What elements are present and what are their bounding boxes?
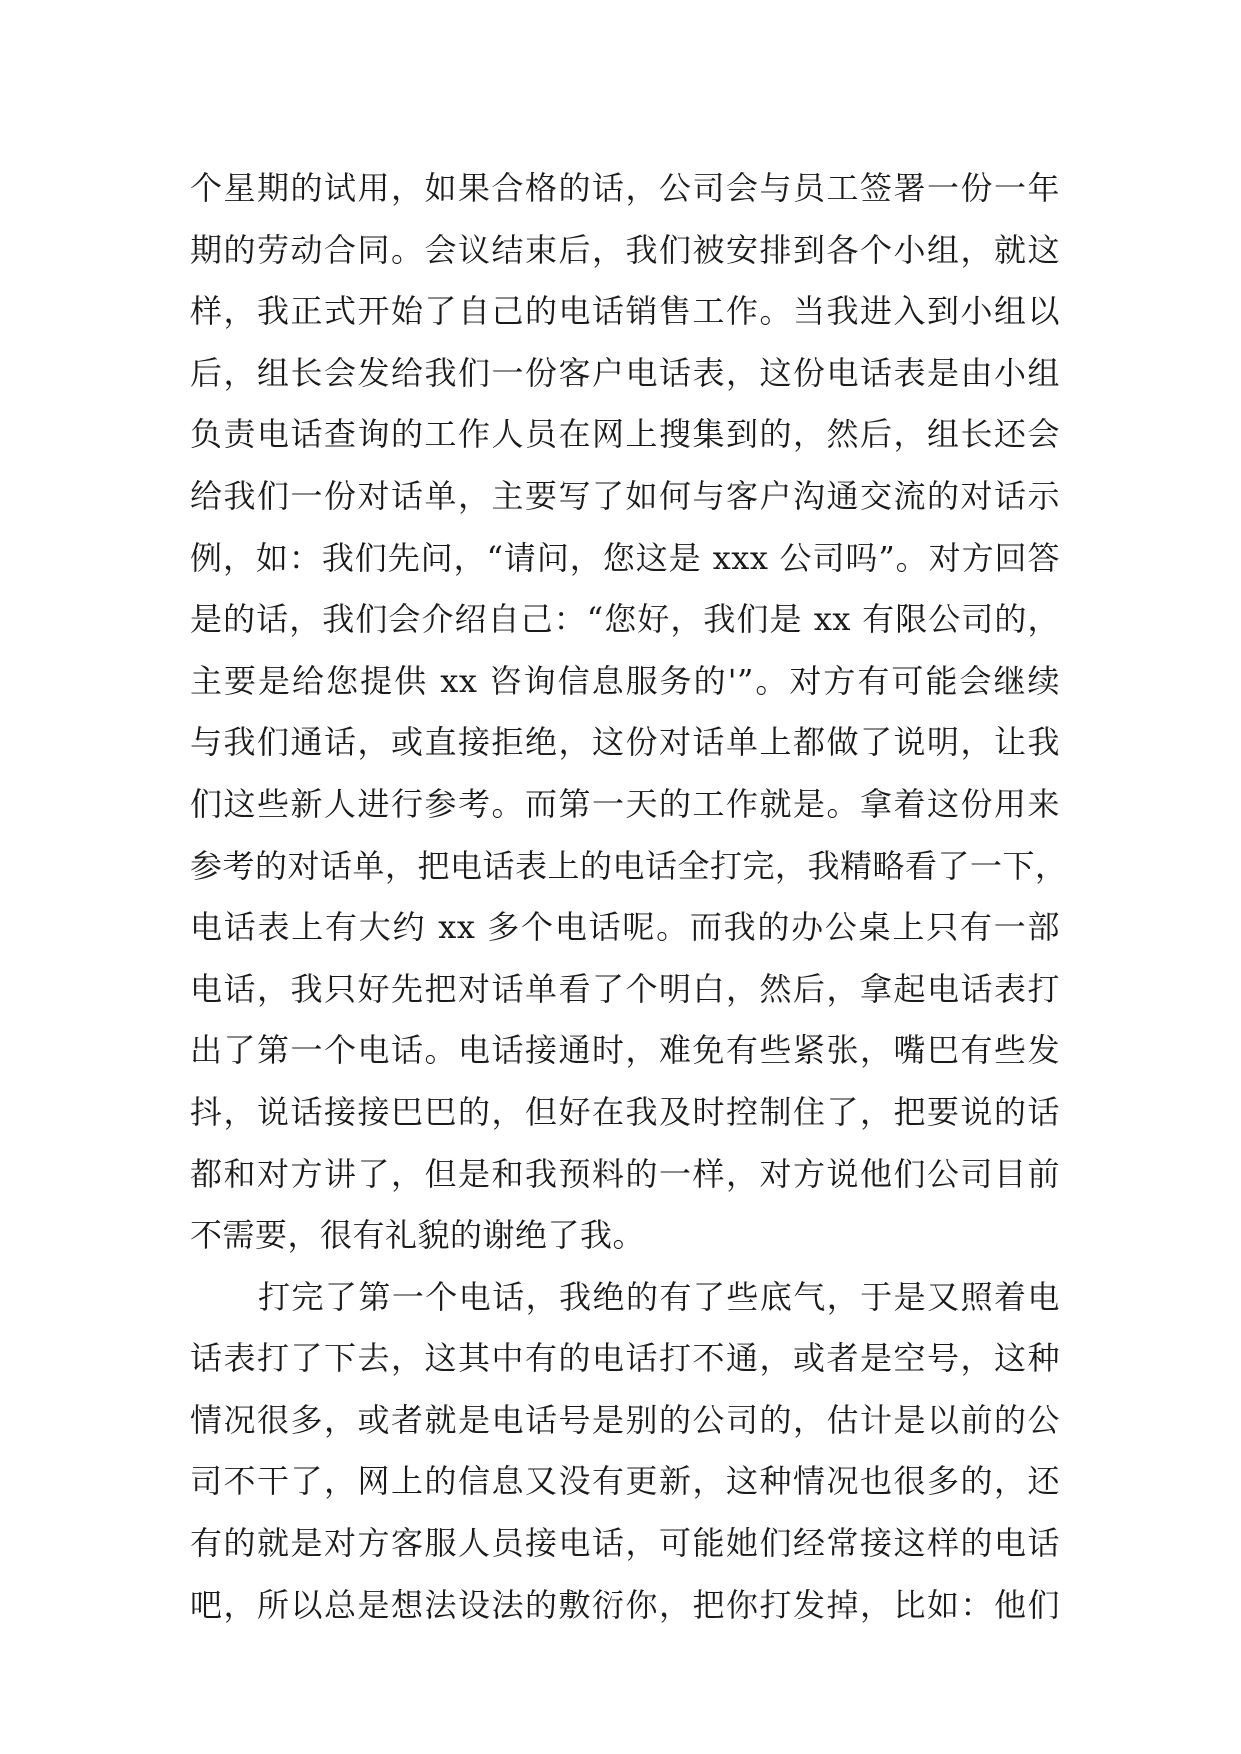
text-line: 们这些新人进行参考。而第一天的工作就是。拿着这份用来 xyxy=(190,784,1060,823)
text-line: 电话，我只好先把对话单看了个明白，然后，拿起电话表打 xyxy=(190,969,1060,1008)
text-line: 是的话，我们会介绍自己：“您好，我们是 xx 有限公司的， xyxy=(190,600,1060,639)
text-line: 出了第一个电话。电话接通时，难免有些紧张，嘴巴有些发 xyxy=(190,1031,1060,1070)
text-line: 后，组长会发给我们一份客户电话表，这份电话表是由小组 xyxy=(190,353,1060,392)
text-line: 不需要，很有礼貌的谢绝了我。 xyxy=(190,1216,646,1255)
text-line: 抖，说话接接巴巴的，但好在我及时控制住了，把要说的话 xyxy=(190,1092,1060,1131)
text-line: 参考的对话单，把电话表上的电话全打完，我精略看了一下， xyxy=(190,846,1068,885)
text-line: 司不干了，网上的信息又没有更新，这种情况也很多的，还 xyxy=(190,1462,1060,1501)
text-line: 吧，所以总是想法设法的敷衍你，把你打发掉，比如：他们 xyxy=(190,1585,1060,1624)
paragraph-2 xyxy=(190,1267,1060,1637)
text-line: 期的劳动合同。会议结束后，我们被安排到各个小组，就这 xyxy=(190,230,1060,269)
body-text xyxy=(190,158,1068,1636)
text-line: 给我们一份对话单，主要写了如何与客户沟通交流的对话示 xyxy=(190,476,1060,515)
text-line: 电话表上有大约 xx 多个电话呢。而我的办公桌上只有一部 xyxy=(190,908,1060,947)
text-line: 都和对方讲了，但是和我预料的一样，对方说他们公司目前 xyxy=(190,1154,1060,1193)
text-line: 主要是给您提供 xx 咨询信息服务的'”。对方有可能会继续 xyxy=(190,661,1060,700)
text-line: 与我们通话，或直接拒绝，这份对话单上都做了说明，让我 xyxy=(190,723,1060,762)
text-line: 例，如：我们先问，“请问，您这是 xxx 公司吗”。对方回答 xyxy=(190,538,1060,577)
text-line: 有的就是对方客服人员接电话，可能她们经常接这样的电话 xyxy=(190,1524,1060,1563)
text-line: 样，我正式开始了自己的电话销售工作。当我进入到小组以 xyxy=(190,292,1060,331)
text-line: 个星期的试用，如果合格的话，公司会与员工签署一份一年 xyxy=(190,169,1060,207)
text-line: 打完了第一个电话，我绝的有了些底气，于是又照着电 xyxy=(258,1277,1060,1316)
paragraph-1 xyxy=(190,158,1068,1267)
text-line: 话表打了下去，这其中有的电话打不通，或者是空号，这种 xyxy=(190,1339,1060,1378)
text-line: 负责电话查询的工作人员在网上搜集到的，然后，组长还会 xyxy=(190,415,1060,454)
text-line: 情况很多，或者就是电话号是别的公司的，估计是以前的公 xyxy=(190,1400,1060,1439)
